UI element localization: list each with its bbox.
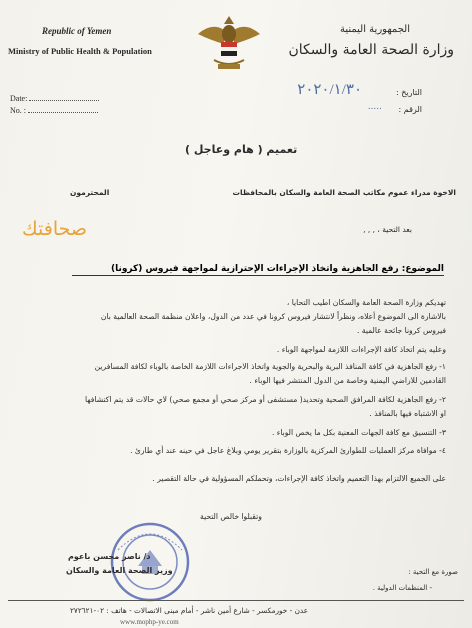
footer-divider [8,600,464,601]
date-value-handwritten: ٢٠٢٠/١/٣٠ [297,82,362,98]
official-stamp-icon [108,520,192,604]
copies-label: صورة مع التحية : [408,568,458,576]
watermark-text: صحافتك [22,218,88,240]
header-country-en: Republic of Yemen [42,26,112,36]
body-line: وعليه يتم اتخاذ كافة الإجراءات اللازمة لمواجهة الوباء . [276,345,446,354]
addressee-text: الاخوة مدراء عموم مكاتب الصحة العامة والسكان بالمحافظات [232,188,456,197]
date-label: Date: [10,94,28,103]
number-label-ar: الرقم : [398,105,422,114]
subject-line: الموضوع: رفع الجاهزية واتخاذ الإجراءات الإحترازية لمواجهة فيروس (كرونا) [72,264,444,276]
body-line: او الاشتباه فيها بالمنافذ . [369,409,446,418]
body-line: ٤- موافاة مركز العمليات للطوارئ المركزية بالوزارة بتقرير يومي وبلاغ عاجل في حينه عند أي طارئ . [130,446,446,455]
footer-address: عدن - خورمكسر - شارع أمين ناشر - أمام مبنى الاتصالات - هاتف : ٠٢-٢٧٢٦٢١ [70,606,309,615]
body-line: بالاشارة الى الموضوع أعلاه، ونظراً لانتشار فيروس كرونا في عدد من الدول، واعلان منظمة الصحة العالمية بان [100,312,446,321]
date-dotted-line [29,92,99,101]
addressee-honorific: المحترمون [70,188,110,197]
signatory-title: وزير الصحة العامة والسكان [66,566,173,575]
date-field-en [10,92,99,103]
body-line: ١- رفع الجاهزية في كافة المنافذ البرية والبحرية والجوية واتخاذ الاجراءات اللازمة الخاصة بالوباء لكافة المسافرين [94,362,446,371]
number-dotted-line [28,104,98,113]
body-line: تهديكم وزارة الصحة العامة والسكان اطيب التحايا ، [286,298,446,307]
closing-greeting: وتقبلوا خالص التحية [200,512,262,521]
body-line: ٣- التنسيق مع كافة الجهات المعنية بكل ما يخص الوباء . [271,428,446,437]
copies-item: - المنظمات الدولية . [372,584,432,592]
date-label-ar: التاريخ : [395,88,422,97]
body-line: القادمين للاراضي اليمنية وخاصة من الدول المنتشر فيها الوباء . [249,376,446,385]
circular-title: تعميم ( هام وعاجل ) [185,143,298,156]
signatory-name: د/ ناصر محسن باعوم [68,552,151,561]
number-field-en [10,104,98,115]
header-country-ar: الجمهورية اليمنية [339,24,410,35]
header-ministry-en: Ministry of Public Health & Population [8,46,152,56]
yemen-eagle-emblem-icon [194,10,264,72]
body-line: على الجميع الالتزام بهذا التعميم واتخاذ كافة الإجراءات، وتحملكم المسؤولية في حالة التقصير . [152,474,446,483]
greeting: بعد التحية ، , , , [363,225,412,234]
number-value-handwritten: ..... [367,102,382,112]
header-ministry-ar: وزارة الصحة العامة والسكان [288,42,454,58]
body-line: فيروس كرونا جائحة عالمية . [356,326,446,335]
footer-website: www.mophp-ye.com [120,618,179,626]
number-label: No. : [10,106,26,115]
body-line: ٢- رفع الجاهزية لكافة المرافق الصحية وتحديد( مستشفى أو مركز صحي أو مجمع صحي) لاي حالات قد يتم اكتشافها [84,395,446,404]
